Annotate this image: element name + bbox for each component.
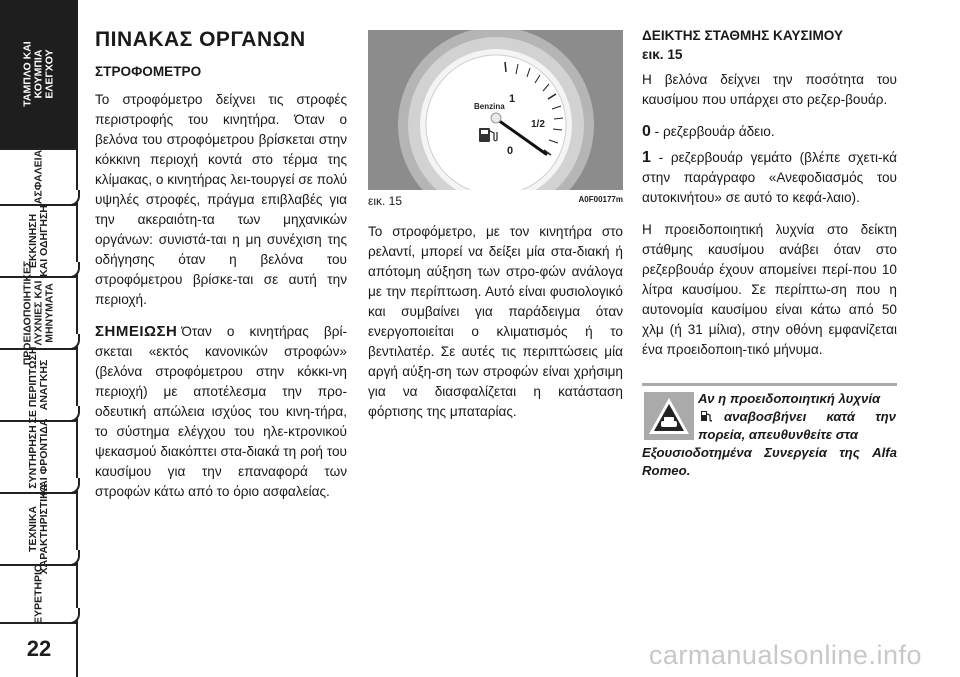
idle-paragraph: Το στροφόμετρο, με τον κινητήρα στο ρελαντί, μπορεί να δείξει μία στα-διακή ή απότομη αύξηση των στρο-φών ανάλογα με την περίπτωση. Αυτό είναι φυσιολογικό και συμβαίνει για παράδειγμα όταν ενεργοποιείται ο κλιματισμός ή το βεντιλατέρ. Σε αυτές τις περιπτώσεις μία αργή αύξη-ση των στροφών είναι χρήσιμη για να διασφαλίζεται η κατάσταση φόρτισης της μπαταρίας. [368, 224, 623, 419]
tab-notch [64, 406, 80, 422]
column-tachometer-idle [368, 222, 623, 434]
tab-notch [64, 550, 80, 566]
warning-triangle-icon [644, 392, 694, 440]
note-keyword: ΣΗΜΕΙΩΣΗ [95, 323, 178, 340]
tab-label: ΤΕΧΝΙΚΑ ΧΑΡΑΚΤΗΡΙΣΤΙΚΑ [27, 483, 50, 575]
gauge-hub [491, 113, 501, 123]
note-paragraph [95, 322, 347, 502]
tab-emergency[interactable] [0, 346, 78, 424]
tab-label: ΠΡΟΕΙΔΟΠΟΙΗΤΙΚΕΣ ΛΥΧΝΙΕΣ ΚΑΙ ΜΗΝΥΜΑΤΑ [21, 260, 56, 366]
tab-dashboard-controls[interactable] [0, 0, 78, 150]
tab-notch [64, 334, 80, 350]
warning-text [698, 390, 896, 444]
tab-notch [64, 608, 80, 624]
fuel-item-full [642, 148, 897, 208]
section-heading-fuel-gauge [642, 26, 897, 64]
fuel-paragraph: Η βελόνα δείχνει την ποσότητα του καυσίμου που υπάρχει στο ρεζερ-βουάρ. [642, 72, 897, 107]
tab-index[interactable] [0, 563, 78, 625]
figure-code: A0F00177m [578, 195, 623, 204]
gauge-tick-empty: 0 [507, 145, 514, 157]
warning-box-rule [642, 383, 897, 386]
column-fuel-gauge [642, 26, 897, 372]
fuel-reserve-icon [700, 409, 712, 423]
figure-caption [368, 194, 623, 208]
tab-technical-specs[interactable] [0, 483, 78, 575]
section-heading-tachometer: ΣΤΡΟΦΟΜΕΤΡΟ [95, 64, 202, 79]
gauge-label-benzina: Benzina [474, 102, 505, 111]
tab-label: ΑΣΦΑΛΕΙΑ [32, 149, 45, 205]
warning-line-b [698, 408, 896, 444]
page-title: ΠΙΝΑΚΑΣ ΟΡΓΑΝΩΝ [95, 28, 306, 51]
tab-label: ΣΥΝΤΗΡΗΣΗ ΚΑΙ ΦΡΟΝΤΙΔΑ [27, 418, 50, 496]
warning-text-a: Αν η προειδοποιητική λυχνία [698, 391, 881, 406]
tab-label: ΣΕ ΠΕΡΙΠΤΩΣΗ ΑΝΑΓΚΗΣ [27, 346, 50, 424]
fuel-item-text: - ρεζερβουάρ άδειο. [650, 124, 775, 139]
warning-text-c: Εξουσιοδοτημένα Συνεργεία της Alfa Romeo. [642, 445, 897, 478]
note-text: Όταν ο κινητήρας βρί-σκεται «εκτός κανονικών στροφών» (βελόνα στροφόμετρου στην κόκκι-νη περιοχή) με αποτέλεσμα την προ-οδευτική απώλεια ισχύος του κινη-τήρα, το σύστημα ελέγχου του ηλε-κτρονικού ψεκασμού διακόπτει στα-διακά τη ροή του καυσίμου για την επαναφορά των στροφών κάτω από το όριο ασφαλείας. [95, 324, 347, 499]
page-number: 22 [26, 636, 52, 661]
watermark: carmanualsonline.info [648, 640, 922, 670]
tab-label: ΕΚΚΙΝΗΣΗ ΚΑΙ ΟΔΗΓΗΣΗ [27, 205, 50, 277]
warning-text-b: αναβοσβήνει κατά την πορεία, απευθυνθείτε στα [698, 409, 896, 442]
fuel-heading-line2: εικ. 15 [642, 47, 683, 62]
fuel-item-key: 0 [642, 123, 651, 140]
fuel-gauge-illustration [368, 30, 623, 190]
tab-warning-lights[interactable] [0, 260, 78, 366]
fuel-item-key: 1 [642, 149, 651, 166]
figure-caption-text: εικ. 15 [368, 194, 403, 208]
chapter-tab-rail [0, 0, 78, 677]
tab-safety[interactable] [0, 150, 78, 206]
fuel-item-empty [642, 122, 897, 142]
fuel-item-text: - ρεζερβουάρ γεμάτο (βλέπε σχετι-κά στην παράγραφο «Ανεφοδιασμός του αυτοκινήτου» σε αυτό το κεφά-λαιο). [642, 150, 897, 205]
figure-fuel-gauge [368, 30, 623, 190]
tab-label: ΤΑΜΠΛΟ ΚΑΙ ΚΟΥΜΠΙΑ ΕΛΕΓΧΟΥ [21, 41, 56, 107]
column-tachometer [95, 26, 347, 514]
fuel-heading-line1: ΔΕΙΚΤΗΣ ΣΤΑΘΜΗΣ ΚΑΥΣΙΜΟΥ [642, 28, 844, 43]
fuel-warning-paragraph: Η προειδοποιητική λυχνία στο δείκτη στάθμης καυσίμου ανάβει όταν στο ρεζερβουάρ έχουν απομείνει περί-που 10 λίτρα καυσίμου. Σε περίπτω-ση που η αυτονομία καυσίμου είναι κάτω από 50 χλμ (ή 31 μίλια), στην οθόνη εμφανίζεται ένα προειδοποιη-τικό μήνυμα. [642, 222, 897, 357]
tachometer-paragraph: Το στροφόμετρο δείχνει τις στροφές περιστροφής του κινητήρα. Όταν ο βελόνα του στροφόμετρου βρίσκεται στην κόκκινη περιοχή κοντά στο τέρμα της κλίμακας, ο κινητήρας λει-τουργεί σε πολύ υψηλές στροφές, πράγμα επιβλαβές για την ακεραιότη-τα των μηχανικών οργάνων: συνιστά-ται η μη συνέχιση της οδήγησης όταν η βελόνα του στροφόμετρου βρίσκε-ται σε αυτή την περιοχή. [95, 92, 347, 307]
tab-notch [64, 262, 80, 278]
tab-notch [64, 478, 80, 494]
tab-notch [64, 190, 80, 206]
gauge-tick-full: 1 [509, 93, 516, 105]
gauge-tick-half: 1/2 [531, 119, 545, 130]
tab-label: ΕΥΡΕΤΗΡΙΟ [32, 563, 45, 625]
